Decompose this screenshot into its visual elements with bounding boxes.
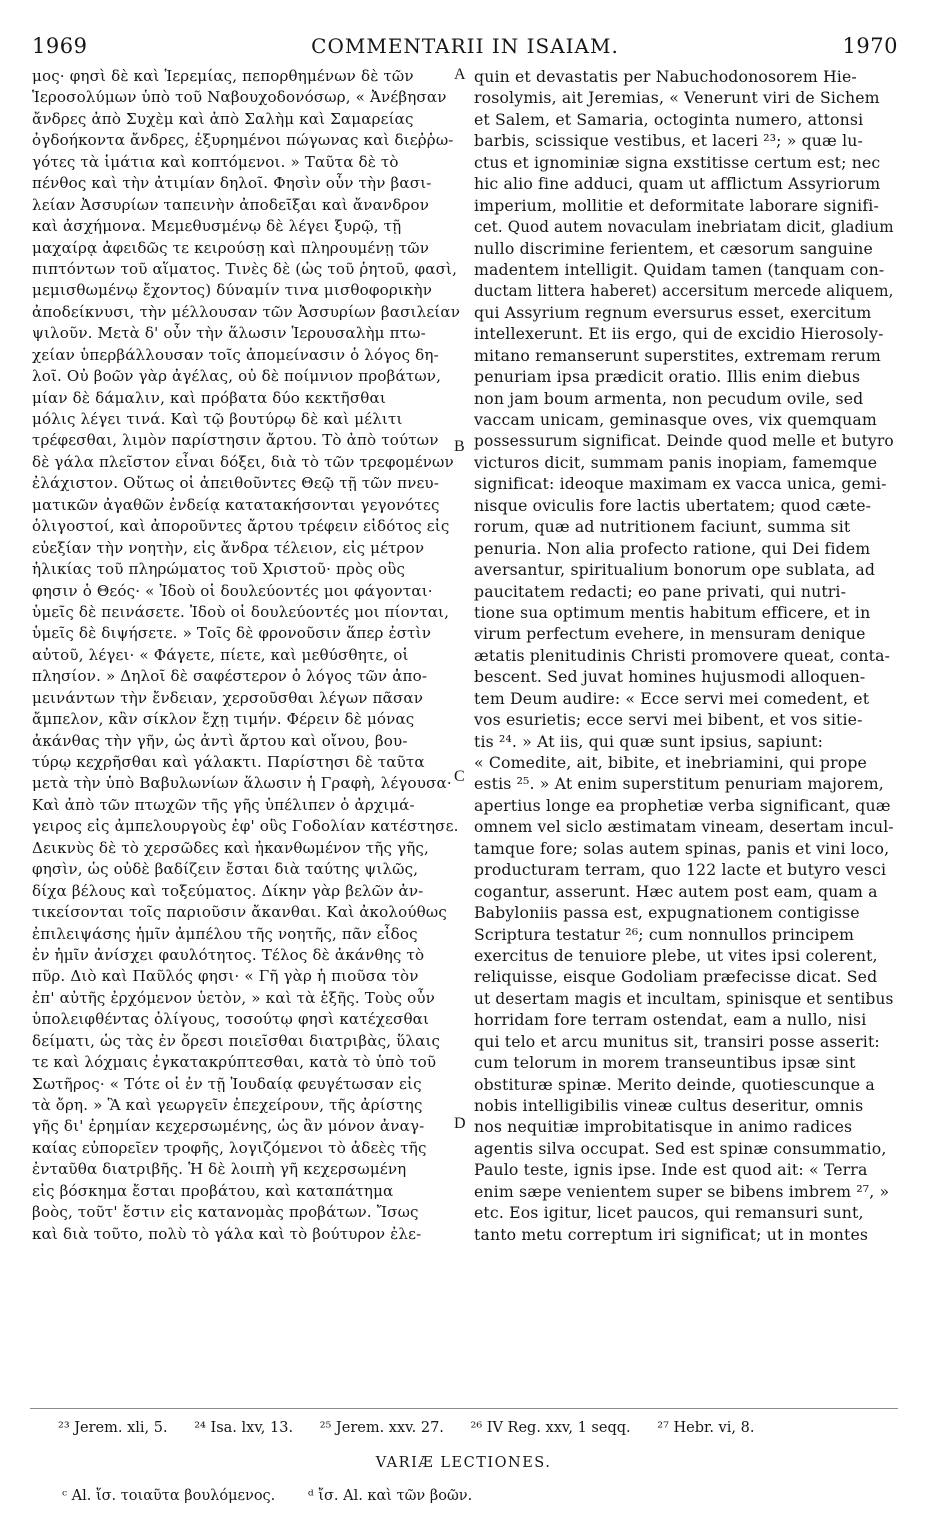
latin-text-line: paucitatem redacti; eo pane privati, qui nutri- bbox=[474, 581, 847, 601]
latin-text-line: ctus et ignominiæ signa exstitisse certum est; nec bbox=[474, 152, 881, 172]
greek-text-line: πῦρ. Διὸ καὶ Παῦλός φησι· « Γῆ γὰρ ἡ πιοῦσα τὸν bbox=[32, 967, 419, 986]
latin-text-line: barbis, scissique vestibus, et laceri ²³; » quæ lu- bbox=[474, 131, 863, 151]
latin-text-line: tis ²⁴. » At iis, qui quæ sunt ipsius, sapiunt: bbox=[474, 731, 824, 751]
latin-text-line: significat: ideoque maximam ex vacca unica, gemi- bbox=[474, 474, 887, 494]
section-marker-b: B bbox=[454, 438, 465, 455]
greek-text-line: καὶ ἀσχήμονα. Μεμεθυσμένῳ δὲ λέγει ξυρῷ, τῇ bbox=[32, 217, 402, 236]
page-header bbox=[32, 34, 898, 62]
page-number-right: 1970 bbox=[842, 34, 898, 58]
greek-text-line: λείαν Ἀσσυρίων ταπεινὴν ἀποδεῖξαι καὶ ἄνανδρον bbox=[32, 195, 430, 214]
greek-text-line: εἰς βόσκημα ἔσται προβάτου, καὶ καταπάτημα bbox=[32, 1181, 394, 1200]
greek-text-line: φησὶν, ὡς οὐδὲ βαδίζειν ἔσται διὰ ταύτης ψιλῶς, bbox=[32, 860, 419, 879]
latin-text-line: cogantur, asserunt. Hæc autem post eam, quam a bbox=[474, 881, 878, 901]
variant-reading: ᵈ ἴσ. Al. καὶ τῶν βοῶν. bbox=[307, 1488, 473, 1504]
greek-text-line: ὀλιγοστοί, καὶ ἀποροῦντες ἄρτου τρέφειν εἰδότος εἰς bbox=[32, 517, 450, 536]
greek-text-line: μεινάντων τὴν ἔνδειαν, χερσοῦσθαι λέγων πᾶσαν bbox=[32, 688, 424, 707]
latin-text-line: agentis silva occupat. Sed est spinæ consummatio, bbox=[474, 1138, 887, 1158]
latin-text-line: hic alio fine adduci, quam ut afflictum Assyriorum bbox=[474, 174, 881, 194]
latin-text-line: et Salem, et Samaria, octoginta numero, attonsi bbox=[474, 109, 864, 129]
greek-text-line: ἐλάχιστον. Οὕτως οἱ ἀπειθοῦντες Θεῷ τῇ τῶν πνευ- bbox=[32, 474, 440, 493]
latin-text-line: tione sua optimum mentis habitum efficere, et in bbox=[474, 602, 871, 622]
greek-text-line: Δεικνὺς δὲ τὸ χερσῶδες καὶ ἠκανθωμένον τῆς γῆς, bbox=[32, 838, 429, 857]
footnote: ²⁵ Jerem. xxv. 27. bbox=[319, 1420, 444, 1436]
greek-text-line: τρέφεσθαι, λιμὸν παρίστησιν ἄρτου. Τὸ ἀπὸ τούτων bbox=[32, 431, 439, 450]
latin-text-line: horridam fore terram ostendat, eam a nullo, nisi bbox=[474, 1010, 867, 1030]
latin-text-line: ductam littera haberet) accersitum mercede aliquem, bbox=[474, 281, 894, 301]
footnote: ²⁶ IV Reg. xxv, 1 seqq. bbox=[470, 1420, 631, 1436]
latin-text-line: ut desertam magis et incultam, spinisque et sentibus bbox=[474, 988, 894, 1008]
greek-text-line: γειρος εἰς ἀμπελουργοὺς ἐφ' οὓς Γοδολίαν κατέστησε. bbox=[32, 817, 459, 836]
greek-text-line: εὐεξίαν τὴν νοητὴν, εἰς ἄνδρα τέλειον, εἰς μέτρον bbox=[32, 538, 425, 557]
section-marker-a: A bbox=[454, 66, 466, 83]
greek-text-line: καίας εὐπορεῖεν τροφῆς, λογιζόμενοι τὸ ἀδεὲς τῆς bbox=[32, 1138, 427, 1157]
greek-text-line: λοῖ. Οὐ βοῶν γὰρ ἀγέλας, οὐ δὲ ποίμνιον προβάτων, bbox=[32, 367, 442, 386]
latin-text-line: ætatis plenitudinis Christi promovere queat, conta- bbox=[474, 645, 891, 665]
latin-text-line: mitano remanserunt superstites, extremam rerum bbox=[474, 345, 881, 365]
greek-text-line: ἄνδρες ἀπὸ Συχὲμ καὶ ἀπὸ Σαλὴμ καὶ Σαμαρείας bbox=[32, 109, 414, 128]
section-marker-c: C bbox=[454, 768, 465, 785]
greek-text-line: Καὶ ἀπὸ τῶν πτωχῶν τῆς γῆς ὑπέλιπεν ὁ ἀρχιμά- bbox=[32, 795, 415, 814]
latin-text-line: nisque oviculis fore lactis ubertatem; quod cæte- bbox=[474, 495, 872, 515]
latin-text-line: producturam terram, quo 122 lacte et butyro vesci bbox=[474, 860, 887, 880]
latin-text-line: etc. Eos igitur, licet paucos, qui remansuri sunt, bbox=[474, 1203, 864, 1223]
latin-text-line: penuria. Non alia profecto ratione, qui Dei fidem bbox=[474, 538, 871, 558]
greek-text-line: δείματι, ὡς τὰς ἐν ὄρεσι ποιεῖσθαι διατριβὰς, ὕλαις bbox=[32, 1031, 441, 1050]
variant-reading: ᶜ Al. ἴσ. τοιαῦτα βουλόμενος. bbox=[62, 1488, 276, 1504]
greek-text-line: μαχαίρᾳ ἀφειδῶς τε κειρούσῃ καὶ πληρουμένῃ τῶν bbox=[32, 238, 430, 257]
latin-text-line: bescent. Sed juvat homines hujusmodi alloquen- bbox=[474, 667, 866, 687]
greek-text-line: ἡλικίας τοῦ πληρώματος τοῦ Χριστοῦ· πρὸς οὓς bbox=[32, 560, 406, 579]
greek-text-line: ψιλοῦν. Μετὰ δ' οὖν τὴν ἅλωσιν Ἱερουσαλὴμ πτω- bbox=[32, 324, 426, 343]
latin-text-line: quin et devastatis per Nabuchodonosorem Hie- bbox=[474, 67, 857, 86]
latin-text-line: enim sæpe venientem super se bibens imbrem ²⁷, » bbox=[474, 1181, 890, 1201]
greek-text-line: ἀποδείκνυσι, τὴν μέλλουσαν τῶν Ἀσσυρίων βασιλείαν bbox=[32, 302, 460, 321]
footnotes bbox=[58, 1418, 898, 1438]
greek-text-line: χείαν ὑπερβάλλουσαν τοῖς ἀπομείνασιν ὁ λόγος δη- bbox=[32, 345, 439, 364]
greek-text-line: ἐνταῦθα διατριβῆς. Ἡ δὲ λοιπὴ γῆ κεχερσωμένη bbox=[32, 1160, 407, 1179]
greek-text-line: ἄμπελον, κἂν σίκλον ἔχῃ τιμήν. Φέρειν δὲ μόνας bbox=[32, 710, 415, 729]
footnote: ²³ Jerem. xli, 5. bbox=[58, 1420, 168, 1436]
greek-text-line: ἐπ' αὐτῆς ἐρχόμενον ὑετὸν, » καὶ τὰ ἑξῆς. Τοὺς οὖν bbox=[32, 988, 435, 1007]
latin-text-line: tem Deum audire: « Ecce servi mei comedent, et bbox=[474, 688, 870, 708]
greek-text-line: ὑπολειφθέντας ὀλίγους, τοσούτῳ φησὶ κατέχεσθαι bbox=[32, 1010, 430, 1029]
greek-text-line: μος· φησὶ δὲ καὶ Ἱερεμίας, πεπορθημένων δὲ τῶν bbox=[32, 67, 414, 85]
latin-text-line: rorum, quæ ad nutritionem faciunt, summa sit bbox=[474, 517, 851, 537]
latin-text-line: « Comedite, ait, bibite, et inebriamini, qui prope bbox=[474, 753, 867, 772]
greek-text-line: μόλις λέγει τινά. Καὶ τῷ βουτύρῳ δὲ καὶ μέλιτι bbox=[32, 410, 403, 428]
greek-text-line: τὰ ὄρη. » Ἃ καὶ γεωργεῖν ἐπεχείρουν, τῆς ἀρίστης bbox=[32, 1096, 423, 1114]
latin-text-line: qui Assyrium regnum eversurus esset, exercitum bbox=[474, 302, 872, 322]
variae-lectiones bbox=[62, 1488, 500, 1504]
latin-text-line: Scriptura testatur ²⁶; cum nonnullos principem bbox=[474, 924, 855, 944]
greek-text-line: Ἱεροσολύμων ὑπὸ τοῦ Ναβουχοδονόσωρ, « Ἀνέβησαν bbox=[32, 88, 447, 107]
latin-text-line: victuros dicit, summam panis inopiam, famemque bbox=[474, 452, 878, 472]
footnote: ²⁴ Isa. lxv, 13. bbox=[194, 1420, 294, 1436]
latin-text-line: Babyloniis passa est, expugnationem contigisse bbox=[474, 903, 860, 923]
greek-text-line: ὑμεῖς δὲ πεινάσετε. Ἰδοὺ οἱ δουλεύοντές μοι πίονται, bbox=[32, 602, 450, 621]
greek-text-line: ὀγδοήκοντα ἄνδρες, ἐξυρημένοι πώγωνας καὶ διεῤῥω- bbox=[32, 131, 454, 150]
latin-text-line: Paulo teste, ignis ipse. Inde est quod ait: « Terra bbox=[474, 1160, 868, 1180]
latin-text-line: nobis intelligibilis vineæ cultus deseritur, omnis bbox=[474, 1096, 864, 1115]
footnote-divider bbox=[30, 1408, 898, 1409]
greek-text-line: ἐπιλειψάσης ἡμῖν ἀμπέλου τῆς νοητῆς, πᾶν εἶδος bbox=[32, 924, 418, 943]
section-marker-d: D bbox=[454, 1115, 466, 1132]
latin-text-line: virum perfectum evehere, in mensuram denique bbox=[474, 624, 866, 644]
greek-text-line: πλησίον. » Δηλοῖ δὲ σαφέστερον ὁ λόγος τῶν ἀπο- bbox=[32, 667, 428, 686]
latin-text-line: tamque fore; solas autem spinas, panis et vini loco, bbox=[474, 838, 890, 858]
latin-text-line: omnem vel siclo æstimatam vineam, desertam incul- bbox=[474, 817, 894, 837]
greek-text-line: καὶ διὰ τοῦτο, πολὺ τὸ γάλα καὶ τὸ βούτυρον ἐλε- bbox=[32, 1224, 422, 1243]
greek-text-line: αὐτοῦ, λέγει· « Φάγετε, πίετε, καὶ μεθύσθητε, οἱ bbox=[32, 645, 409, 664]
latin-text-line: vaccam unicam, geminasque oves, vix quemquam bbox=[474, 410, 877, 429]
latin-text-line: aversantur, spiritualium bonorum ope sublata, ad bbox=[474, 560, 876, 580]
latin-text-line: cum telorum in morem transeuntibus ipsæ sint bbox=[474, 1053, 856, 1073]
latin-text-line: obstituræ spinæ. Merito deinde, quotiescunque a bbox=[474, 1074, 875, 1094]
latin-text-line: cet. Quod autem novaculam inebriatam dicit, gladium bbox=[474, 217, 894, 237]
latin-text-line: reliquisse, eisque Godoliam præfecisse dicat. Sed bbox=[474, 967, 878, 987]
greek-text-line: ἀκάνθας τὴν γῆν, ὡς ἀντὶ ἄρτου καὶ οἴνου, βου- bbox=[32, 731, 408, 750]
latin-text-line: tanto metu correptum iri significat; ut in montes bbox=[474, 1224, 869, 1244]
footnote: ²⁷ Hebr. vi, 8. bbox=[657, 1420, 755, 1436]
greek-text-line: γῆς δι' ἐρημίαν κεχερσωμένης, ὡς ἂν μόνον ἀναγ- bbox=[32, 1117, 425, 1136]
greek-text-line: πιπτόντων τοῦ αἵματος. Τινὲς δὲ (ὡς τοῦ ῥητοῦ, φασὶ, bbox=[32, 259, 458, 278]
greek-text-line: ματικῶν ἀγαθῶν ἐνδείᾳ κατατακήσονται γεγονότες bbox=[32, 495, 440, 514]
greek-text-line: φησιν ὁ Θεός· « Ἰδοὺ οἱ δουλεύοντές μοι φάγονται· bbox=[32, 581, 433, 600]
latin-text-line: intellexerunt. Et iis ergo, qui de excidio Hierosoly- bbox=[474, 324, 884, 344]
greek-text-line: τικείσονται τοῖς παριοῦσιν ἄκανθαι. Καὶ ἀκολούθως bbox=[32, 903, 447, 922]
greek-text-line: μεμισθωμένῳ ἔχοντος) δύναμίν τινα μισθοφορικὴν bbox=[32, 281, 433, 300]
greek-text-line: μίαν δὲ δάμαλιν, καὶ πρόβατα δύο κεκτῆσθαι bbox=[32, 388, 386, 407]
greek-text-line: ὑμεῖς δὲ διψήσετε. » Τοῖς δὲ φρονοῦσιν ἅπερ ἐστὶν bbox=[32, 624, 432, 643]
latin-text-line: qui telo et arcu munitus sit, transiri posse asserit: bbox=[474, 1031, 880, 1051]
greek-text-line: τύρῳ κεχρῆσθαι καὶ γάλακτι. Παρίστησι δὲ ταῦτα bbox=[32, 753, 425, 771]
latin-text-line: vos esurietis; ecce servi mei bibent, et vos sitie- bbox=[474, 710, 863, 730]
greek-text-line: μετὰ τὴν ὑπὸ Βαβυλωνίων ἅλωσιν ἡ Γραφὴ, λέγουσα· bbox=[32, 774, 452, 793]
latin-text-line: madentem intelligit. Quidam tamen (tanquam con- bbox=[474, 259, 885, 279]
latin-text-line: apertius longe ea prophetiæ verba significant, quæ bbox=[474, 795, 891, 815]
running-title: COMMENTARII IN ISAIAM. bbox=[311, 34, 619, 58]
latin-text-line: possessurum significat. Deinde quod melle et butyro bbox=[474, 431, 894, 451]
latin-text-line: imperium, mollitie et deformitate laborare signifi- bbox=[474, 195, 879, 215]
latin-text-line: rosolymis, ait Jeremias, « Venerunt viri de Sichem bbox=[474, 88, 880, 108]
page-number-left: 1969 bbox=[32, 34, 88, 58]
greek-text-line: ἐν ἡμῖν ἀνίσχει φαυλότητος. Τέλος δὲ ἀκάνθης τὸ bbox=[32, 945, 425, 964]
variae-lectiones-heading: VARIÆ LECTIONES. bbox=[375, 1455, 552, 1471]
latin-text-line: nos nequitiæ improbitatisque in animo radices bbox=[474, 1117, 853, 1137]
greek-text-line: τε καὶ λόχμαις ἐγκατακρύπτεσθαι, κατὰ τὸ ὑπὸ τοῦ bbox=[32, 1053, 437, 1072]
greek-text-line: Σωτῆρος· « Τότε οἱ ἐν τῇ Ἰουδαίᾳ φευγέτωσαν εἰς bbox=[32, 1074, 422, 1093]
latin-text-line: penuriam ipsa prædicit oratio. Illis enim diebus bbox=[474, 367, 861, 387]
greek-text-line: βοὸς, τοῦτ' ἔστιν εἰς κατανομὰς προβάτων. Ἴσως bbox=[32, 1203, 419, 1222]
greek-column bbox=[32, 66, 460, 1408]
latin-text-line: non jam boum armenta, non pecudum ovile, sed bbox=[474, 388, 864, 408]
latin-column bbox=[474, 66, 894, 1408]
greek-text-line: γότες τὰ ἱμάτια καὶ κοπτόμενοι. » Ταῦτα δὲ τὸ bbox=[32, 152, 399, 171]
latin-text-line: exercitus de tenuiore plebe, ut vites ipsi colerent, bbox=[474, 945, 878, 965]
greek-text-line: δίχα βέλους καὶ τοξεύματος. Δίκην γὰρ βελῶν ἀν- bbox=[32, 881, 424, 900]
latin-text-line: estis ²⁵. » At enim superstitum penuriam majorem, bbox=[474, 774, 884, 794]
greek-text-line: πένθος καὶ τὴν ἀτιμίαν δηλοῖ. Φησὶν οὖν τὴν βασι- bbox=[32, 174, 432, 193]
greek-text-line: δὲ γάλα πλεῖστον εἶναι δόξει, διὰ τὸ τῶν τρεφομένων bbox=[32, 452, 454, 471]
latin-text-line: nullo discrimine ferientem, et cæsorum sanguine bbox=[474, 238, 873, 258]
